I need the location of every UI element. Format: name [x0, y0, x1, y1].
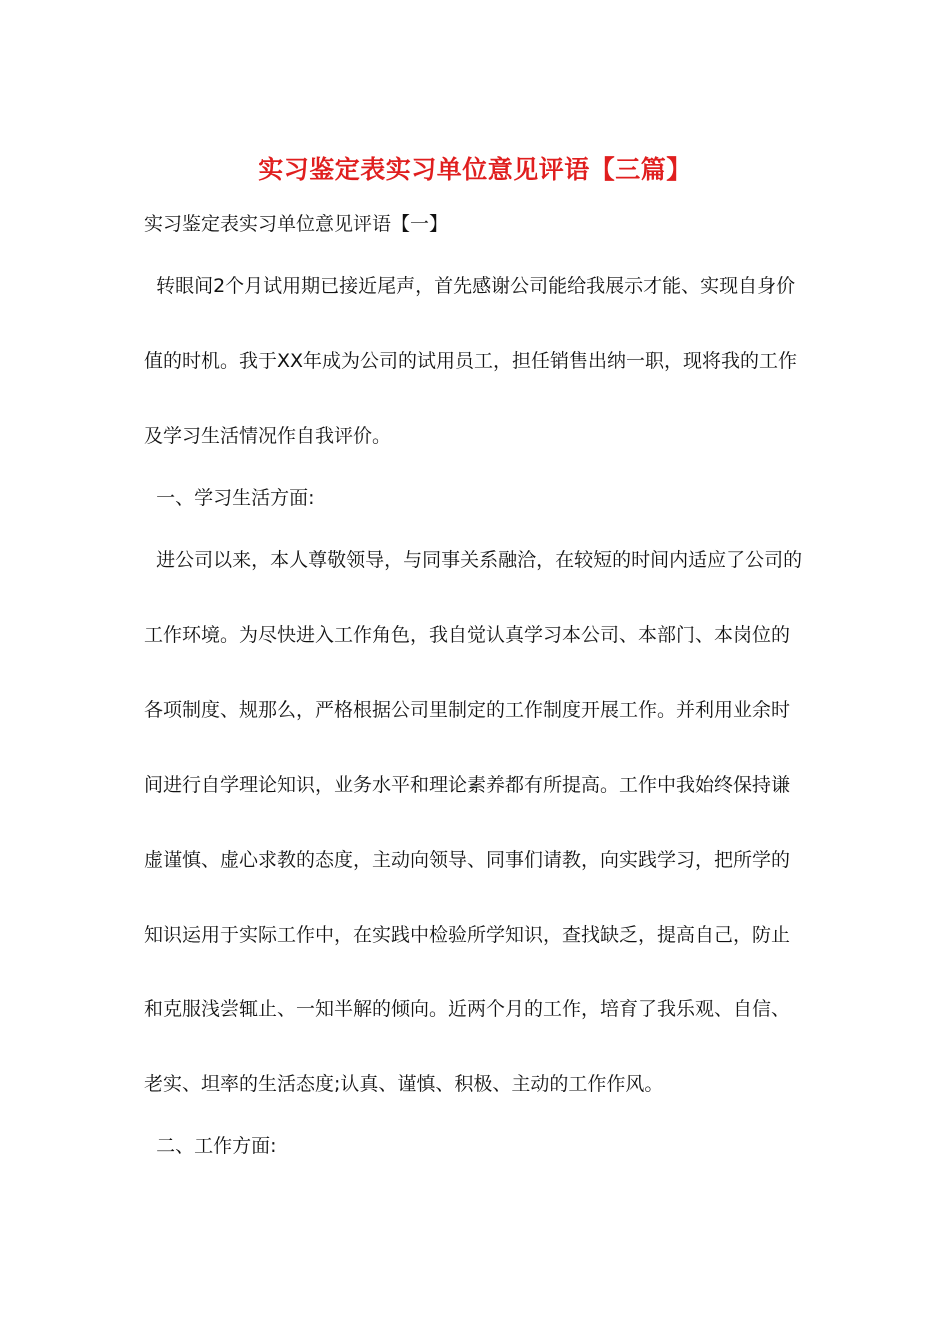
paragraph-line: 进公司以来，本人尊敬领导，与同事关系融洽，在较短的时间内适应了公司的: [144, 549, 803, 571]
paragraph-line: 和克服浅尝辄止、一知半解的倾向。近两个月的工作，培育了我乐观、自信、: [144, 998, 791, 1020]
paragraph-line: 工作环境。为尽快进入工作角色，我自觉认真学习本公司、本部门、本岗位的: [144, 624, 791, 646]
document-title: 实习鉴定表实习单位意见评语【三篇】: [258, 155, 692, 184]
section-heading-study-life: 一、学习生活方面:: [144, 487, 315, 509]
paragraph-line: 各项制度、规那么，严格根据公司里制定的工作制度开展工作。并利用业余时: [144, 699, 791, 721]
section-heading-work: 二、工作方面:: [144, 1135, 277, 1157]
paragraph-line: 虚谨慎、虚心求教的态度，主动向领导、同事们请教，向实践学习，把所学的: [144, 849, 791, 871]
section-subtitle: 实习鉴定表实习单位意见评语【一】: [144, 213, 449, 235]
paragraph-line: 值的时机。我于XX年成为公司的试用员工，担任销售出纳一职，现将我的工作: [144, 350, 798, 372]
paragraph-line: 及学习生活情况作自我评价。: [144, 425, 392, 447]
paragraph-line: 老实、坦率的生活态度;认真、谨慎、积极、主动的工作作风。: [144, 1073, 664, 1095]
paragraph-line: 知识运用于实际工作中，在实践中检验所学知识，查找缺乏，提高自己，防止: [144, 924, 791, 946]
paragraph-line: 间进行自学理论知识，业务水平和理论素养都有所提高。工作中我始终保持谦: [144, 774, 791, 796]
paragraph-line: 转眼间2个月试用期已接近尾声，首先感谢公司能给我展示才能、实现自身价: [144, 275, 796, 297]
